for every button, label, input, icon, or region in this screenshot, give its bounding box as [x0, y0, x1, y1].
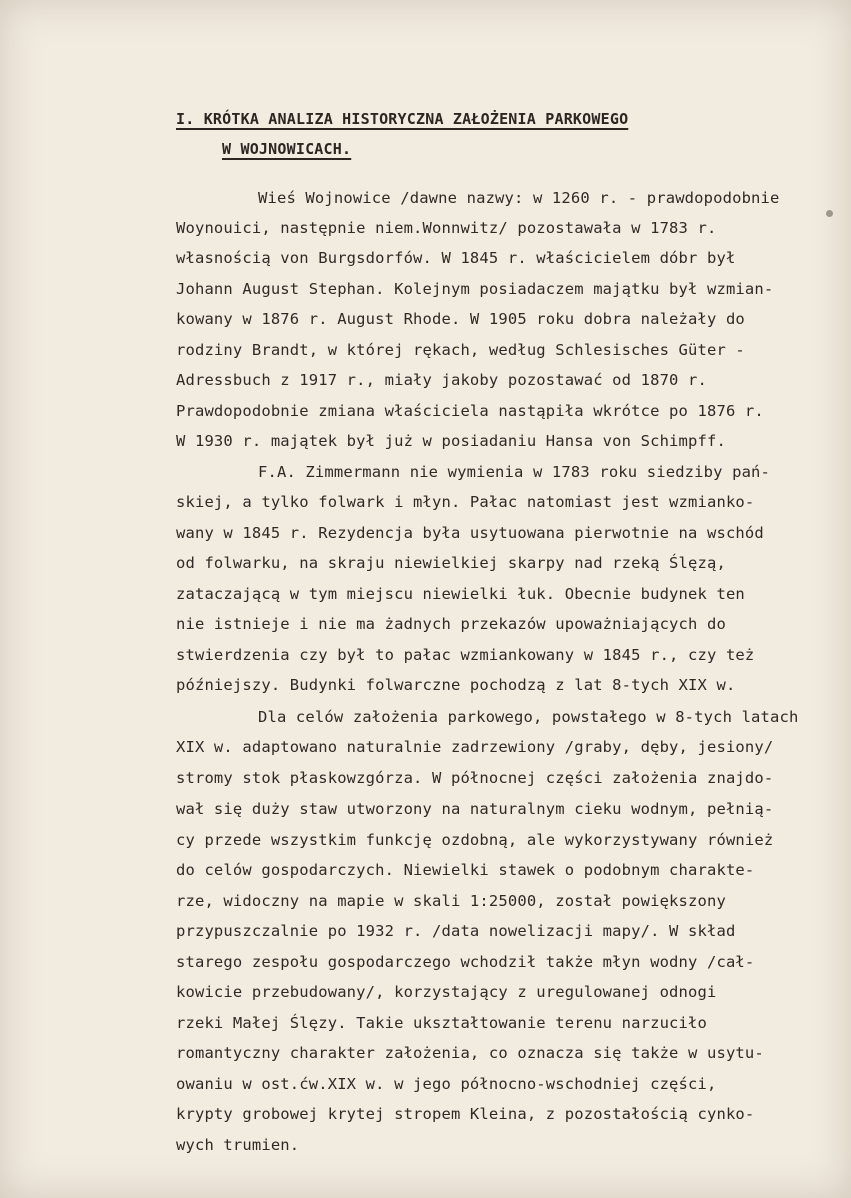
text-line: wany w 1845 r. Rezydencja była usytuowana pierwotnie na wschód [176, 524, 764, 542]
text-line: rodziny Brandt, w której rękach, według Schlesisches Güter - [176, 341, 745, 359]
text-line: kowicie przebudowany/, korzystający z uregulowanej odnogi [176, 983, 717, 1001]
text-line: nie istnieje i nie ma żadnych przekazów upoważniających do [176, 615, 726, 633]
document-title-line-2: W WOJNOWICACH. [222, 140, 352, 158]
text-line: przypuszczalnie po 1932 r. /data nowelizacji mapy/. W skład [176, 922, 736, 940]
text-line: Adressbuch z 1917 r., miały jakoby pozostawać od 1870 r. [176, 371, 707, 389]
text-line: cy przede wszystkim funkcję ozdobną, ale wykorzystywany również [176, 831, 774, 849]
text-line: rzeki Małej Ślęzy. Takie ukształtowanie terenu narzuciło [176, 1014, 707, 1032]
text-line: W 1930 r. majątek był już w posiadaniu Hansa von Schimpff. [176, 432, 726, 450]
text-line: zataczającą w tym miejscu niewielki łuk. Obecnie budynek ten [176, 585, 745, 603]
text-line: romantyczny charakter założenia, co oznacza się także w usytu- [176, 1044, 764, 1062]
text-line: wych trumien. [176, 1136, 300, 1154]
text-line: Prawdopodobnie zmiana właściciela nastąpiła wkrótce po 1876 r. [176, 402, 764, 420]
text-line: wał się duży staw utworzony na naturalnym cieku wodnym, pełnią- [176, 800, 774, 818]
text-line: krypty grobowej krytej stropem Kleina, z pozostałością cynko- [176, 1105, 755, 1123]
text-line: do celów gospodarczych. Niewielki stawek o podobnym charakte- [176, 861, 755, 879]
text-line: starego zespołu gospodarczego wchodził także młyn wodny /cał- [176, 953, 755, 971]
text-line: późniejszy. Budynki folwarczne pochodzą z lat 8-tych XIX w. [176, 676, 736, 694]
text-line: kowany w 1876 r. August Rhode. W 1905 roku dobra należały do [176, 310, 745, 328]
text-line: Woynouici, następnie niem.Wonnwitz/ pozostawała w 1783 r. [176, 219, 717, 237]
text-line: F.A. Zimmermann nie wymienia w 1783 roku siedziby pań- [258, 463, 771, 481]
text-line: XIX w. adaptowano naturalnie zadrzewiony /graby, dęby, jesiony/ [176, 738, 774, 756]
text-line: rze, widoczny na mapie w skali 1:25000, został powiększony [176, 892, 726, 910]
text-line: skiej, a tylko folwark i młyn. Pałac natomiast jest wzmianko- [176, 493, 755, 511]
text-line: Wieś Wojnowice /dawne nazwy: w 1260 r. - prawdopodobnie [258, 189, 780, 207]
document-title-line-1: I. KRÓTKA ANALIZA HISTORYCZNA ZAŁOŻENIA PARKOWEGO [176, 110, 629, 128]
text-line: Dla celów założenia parkowego, powstałego w 8-tych latach [258, 708, 799, 726]
text-line: stwierdzenia czy był to pałac wzmiankowany w 1845 r., czy też [176, 646, 755, 664]
text-line: od folwarku, na skraju niewielkiej skarpy nad rzeką Ślęzą, [176, 554, 726, 572]
text-line: stromy stok płaskowzgórza. W północnej części założenia znajdo- [176, 769, 774, 787]
text-line: owaniu w ost.ćw.XIX w. w jego północno-wschodniej części, [176, 1075, 717, 1093]
text-line: Johann August Stephan. Kolejnym posiadaczem majątku był wzmian- [176, 280, 774, 298]
text-line: własnością von Burgsdorfów. W 1845 r. właścicielem dóbr był [176, 249, 736, 267]
punch-hole-mark [826, 210, 833, 217]
